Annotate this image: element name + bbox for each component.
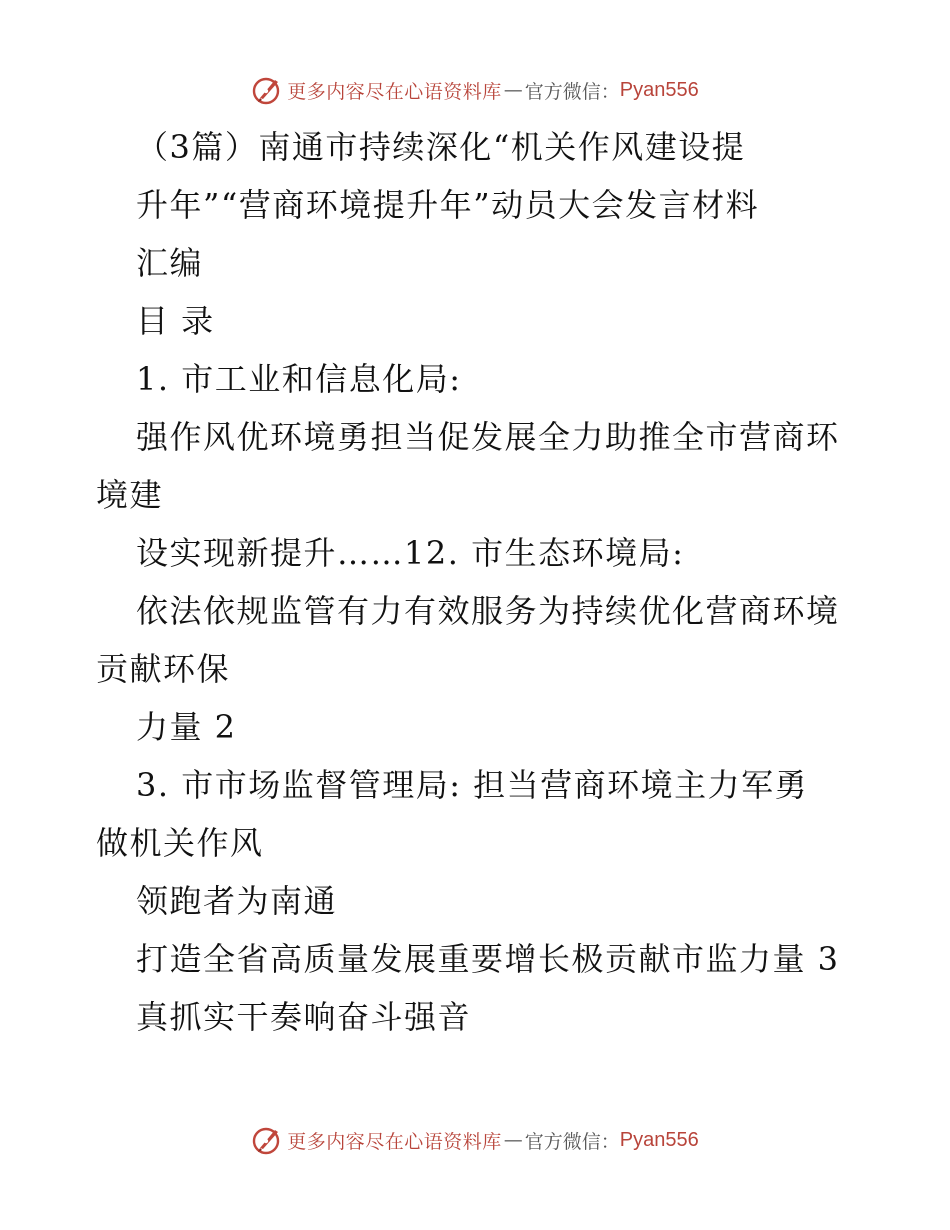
toc-item-4-text: 真抓实干奏响奋斗强音 bbox=[136, 998, 472, 1036]
document-body bbox=[96, 118, 856, 1046]
document-title-line-1: （3篇）南通市持续深化“机关作风建设提 bbox=[136, 128, 746, 166]
banner-brand-text: 更多内容尽在心语资料库 bbox=[287, 1130, 502, 1153]
banner-separator: — bbox=[503, 79, 523, 101]
banner-wechat-id: Pyan556 bbox=[619, 1128, 699, 1151]
quill-pen-circle-icon bbox=[251, 74, 283, 106]
toc-heading: 目 录 bbox=[136, 302, 215, 340]
banner-wechat-id: Pyan556 bbox=[619, 78, 699, 101]
toc-item-2-text-wrap: 贡献环保 bbox=[96, 650, 231, 688]
toc-item-1-text: 强作风优环境勇担当促发展全力助推全市营商环 bbox=[136, 418, 840, 456]
toc-item-3-page: 打造全省高质量发展重要增长极贡献市监力量 3 bbox=[136, 940, 840, 978]
toc-item-1-text-wrap: 境建 bbox=[96, 476, 164, 514]
banner-official-label: 官方微信： bbox=[524, 1130, 620, 1153]
banner-separator: — bbox=[503, 1129, 523, 1151]
header-banner bbox=[0, 70, 950, 110]
toc-item-1-heading: 1. 市工业和信息化局: bbox=[136, 360, 462, 398]
banner-official-label: 官方微信： bbox=[524, 80, 620, 103]
toc-item-3-text-wrap: 做机关作风 bbox=[96, 824, 264, 862]
banner-brand-text: 更多内容尽在心语资料库 bbox=[287, 80, 502, 103]
toc-item-1-continuation: 设实现新提升……12. 市生态环境局: bbox=[136, 534, 685, 572]
document-title-line-2: 升年”“营商环境提升年”动员大会发言材料 bbox=[136, 186, 760, 224]
document-title-line-3: 汇编 bbox=[136, 244, 204, 282]
toc-item-3-text: 3. 市市场监督管理局: 担当营商环境主力军勇 bbox=[136, 766, 809, 804]
toc-item-2-page: 力量 2 bbox=[136, 708, 237, 746]
quill-pen-circle-icon bbox=[251, 1124, 283, 1156]
footer-banner bbox=[0, 1120, 950, 1160]
toc-item-2-text: 依法依规监管有力有效服务为持续优化营商环境 bbox=[136, 592, 840, 630]
toc-item-3-continuation: 领跑者为南通 bbox=[136, 882, 338, 920]
